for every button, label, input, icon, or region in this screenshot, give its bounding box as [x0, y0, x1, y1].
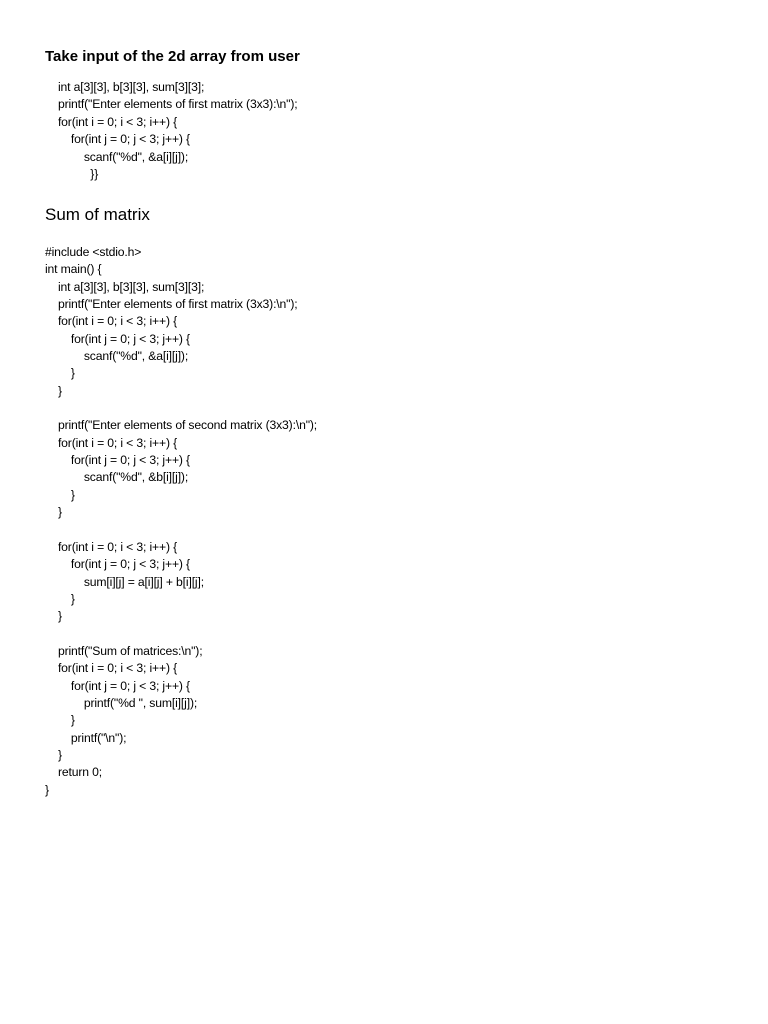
code-line — [45, 626, 317, 643]
code-line: printf("%d ", sum[i][j]); — [45, 695, 198, 710]
code-line: printf("Enter elements of first matrix (3x3):\n"); — [45, 97, 298, 112]
code-line — [45, 522, 317, 539]
code-line: for(int i = 0; i < 3; i++) { — [45, 114, 178, 129]
section-heading-sum-of-matrix: Sum of matrix — [45, 205, 150, 224]
code-line: } — [45, 782, 49, 797]
code-line: } — [45, 383, 62, 398]
code-line: } — [45, 609, 62, 624]
code-line: } — [45, 591, 75, 606]
code-line: printf("Enter elements of second matrix (3x3):\n"); — [45, 418, 318, 433]
code-line: for(int i = 0; i < 3; i++) { — [45, 661, 178, 676]
code-line: for(int i = 0; i < 3; i++) { — [45, 435, 178, 450]
code-line: for(int i = 0; i < 3; i++) { — [45, 539, 178, 554]
code-line — [45, 400, 317, 417]
code-line: int main() { — [45, 262, 102, 277]
code-line: scanf("%d", &b[i][j]); — [45, 470, 189, 485]
code-line: } — [45, 487, 75, 502]
code-line: return 0; — [45, 765, 102, 780]
code-block-sum-of-matrix — [45, 244, 317, 799]
code-line: int a[3][3], b[3][3], sum[3][3]; — [45, 80, 205, 94]
code-line: for(int j = 0; j < 3; j++) { — [45, 678, 190, 693]
code-line: scanf("%d", &a[i][j]); — [45, 349, 189, 364]
code-line: printf("Sum of matrices:\n"); — [45, 643, 203, 658]
code-line: int a[3][3], b[3][3], sum[3][3]; — [45, 279, 205, 294]
code-line: } — [45, 366, 75, 381]
code-line: for(int j = 0; j < 3; j++) { — [45, 331, 190, 346]
code-line: }} — [45, 166, 99, 181]
code-line: sum[i][j] = a[i][j] + b[i][j]; — [45, 574, 204, 589]
code-line: } — [45, 747, 62, 762]
code-line: for(int j = 0; j < 3; j++) { — [45, 453, 190, 468]
code-line: } — [45, 505, 62, 520]
section-heading-take-input: Take input of the 2d array from user — [45, 48, 300, 65]
code-line: for(int j = 0; j < 3; j++) { — [45, 132, 190, 147]
code-line: #include <stdio.h> — [45, 245, 142, 259]
code-line: } — [45, 713, 75, 728]
code-line: printf("\n"); — [45, 730, 127, 745]
code-block-take-input — [45, 79, 298, 183]
code-line: for(int i = 0; i < 3; i++) { — [45, 314, 178, 329]
code-line: scanf("%d", &a[i][j]); — [45, 149, 189, 164]
code-line: printf("Enter elements of first matrix (3x3):\n"); — [45, 297, 298, 312]
code-line: for(int j = 0; j < 3; j++) { — [45, 557, 190, 572]
